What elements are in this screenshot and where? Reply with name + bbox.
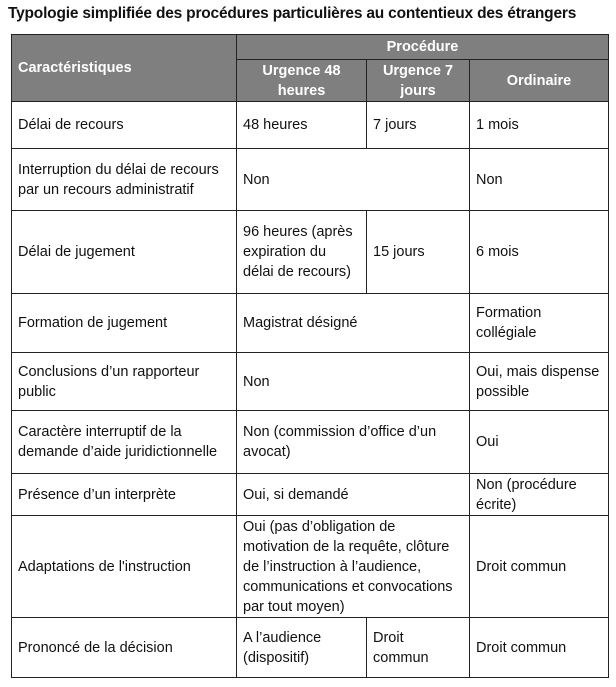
cell: Oui (pas d’obligation de motivation de la requête, clôture de l’instruction à l’audience, communications et convocations par tout moyen): [237, 516, 470, 618]
table-row: [12, 211, 609, 294]
row-label: Adaptations de l'instruction: [12, 516, 237, 618]
table-row: [12, 149, 609, 211]
cell: Oui, mais dispense possible: [470, 353, 609, 411]
table-row: [12, 516, 609, 618]
table-row: [12, 618, 609, 678]
cell: 1 mois: [470, 102, 609, 149]
header-urgence-48h: Urgence 48 heures: [237, 60, 367, 102]
cell: Formation collégiale: [470, 294, 609, 353]
table-row: [12, 474, 609, 516]
row-label: Conclusions d’un rapporteur public: [12, 353, 237, 411]
table-row: [12, 102, 609, 149]
cell: Non (commission d’office d’un avocat): [237, 411, 470, 474]
row-label: Prononcé de la décision: [12, 618, 237, 678]
row-label: Formation de jugement: [12, 294, 237, 353]
cell: 7 jours: [367, 102, 470, 149]
cell: Droit commun: [470, 618, 609, 678]
cell: 96 heures (après expiration du délai de recours): [237, 211, 367, 294]
row-label: Interruption du délai de recours par un recours administratif: [12, 149, 237, 211]
header-characteristics: Caractéristiques: [12, 35, 237, 102]
header-urgence-7j: Urgence 7 jours: [367, 60, 470, 102]
cell: 15 jours: [367, 211, 470, 294]
cell: Oui: [470, 411, 609, 474]
cell: Non: [470, 149, 609, 211]
row-label: Délai de recours: [12, 102, 237, 149]
row-label: Délai de jugement: [12, 211, 237, 294]
table-row: [12, 411, 609, 474]
procedures-table: [11, 34, 609, 678]
cell: Droit commun: [470, 516, 609, 618]
header-ordinaire: Ordinaire: [470, 60, 609, 102]
cell: 48 heures: [237, 102, 367, 149]
cell: Oui, si demandé: [237, 474, 470, 516]
table-row: [12, 353, 609, 411]
cell: Non: [237, 353, 470, 411]
cell: Magistrat désigné: [237, 294, 470, 353]
cell: A l’audience (dispositif): [237, 618, 367, 678]
cell: Droit commun: [367, 618, 470, 678]
cell: Non (procédure écrite): [470, 474, 609, 516]
table-row: [12, 294, 609, 353]
row-label: Présence d’un interprète: [12, 474, 237, 516]
cell: Non: [237, 149, 470, 211]
row-label: Caractère interruptif de la demande d’aide juridictionnelle: [12, 411, 237, 474]
header-procedure: Procédure: [237, 35, 609, 60]
cell: 6 mois: [470, 211, 609, 294]
table-title: Typologie simplifiée des procédures particulières au contentieux des étrangers: [8, 5, 577, 22]
